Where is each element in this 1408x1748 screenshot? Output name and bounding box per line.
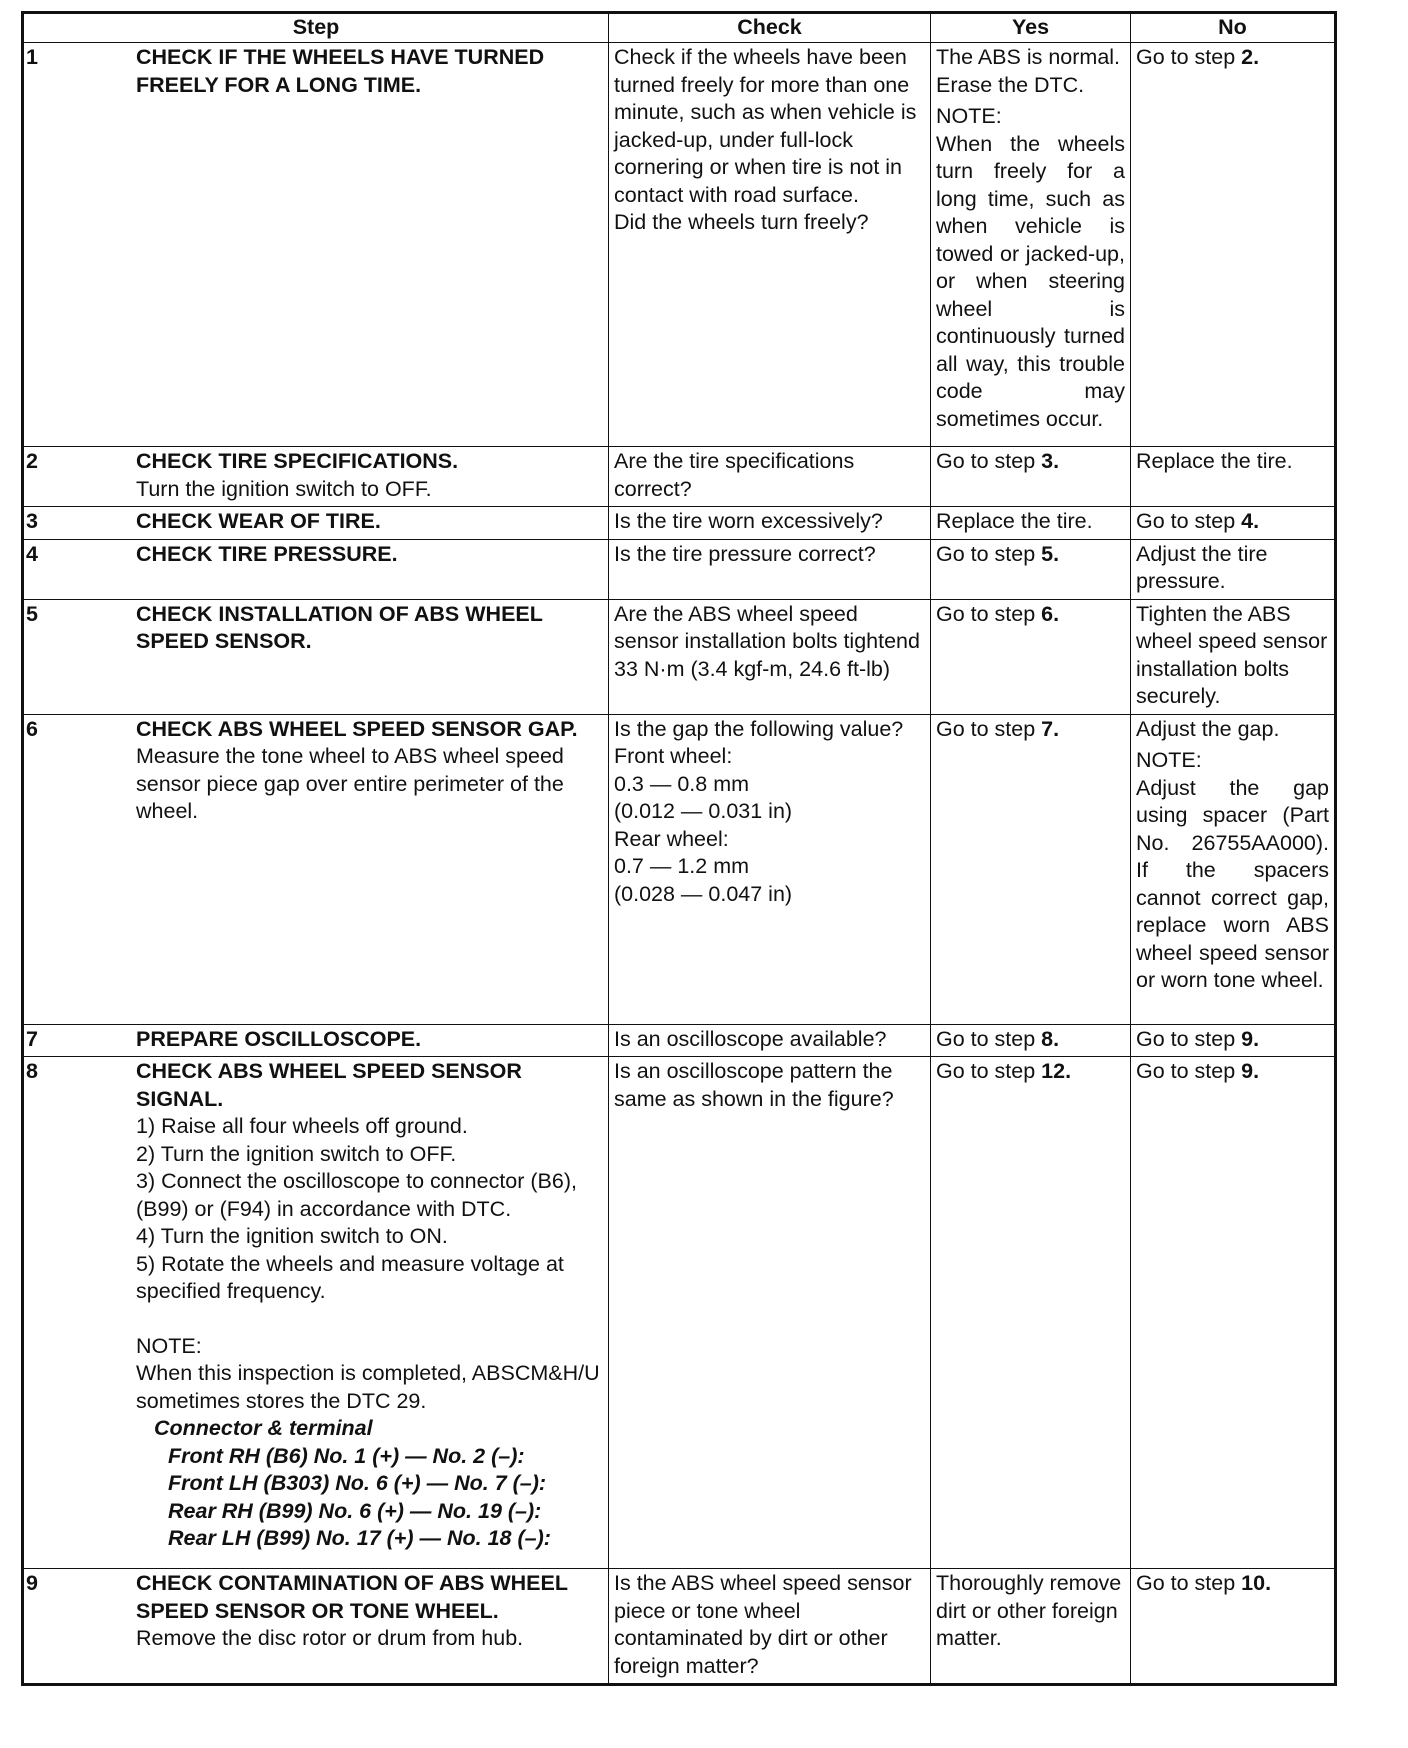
check-line: Is the gap the following value?: [614, 716, 904, 741]
step-description: Measure the tone wheel to ABS wheel speed sensor piece gap over entire perimeter of the wheel.: [136, 744, 564, 823]
check-text: Is an oscilloscope pattern the same as shown in the figure?: [614, 1059, 894, 1111]
check-cell: [609, 1024, 931, 1057]
check-line: (0.012 — 0.031 in): [614, 799, 793, 823]
check-text: Is an oscilloscope available?: [614, 1026, 887, 1051]
yes-cell: [931, 599, 1131, 714]
no-text: Go to step: [1136, 1571, 1242, 1595]
procedure-step: 2) Turn the ignition switch to OFF.: [136, 1141, 457, 1166]
yes-cell: [931, 539, 1131, 599]
step-title: CHECK INSTALLATION OF ABS WHEEL SPEED SENSOR.: [136, 601, 543, 653]
no-text: Replace the tire.: [1136, 449, 1293, 473]
step-cell: [23, 1569, 609, 1685]
table-row: [23, 539, 1336, 599]
yes-cell: [931, 507, 1131, 540]
step-cell: [23, 1057, 609, 1569]
no-step-ref: 4.: [1241, 509, 1260, 533]
no-step-ref: 9.: [1241, 1059, 1260, 1083]
step-title: CHECK TIRE SPECIFICATIONS.: [136, 449, 459, 473]
yes-text: Go to step: [936, 1026, 1042, 1051]
procedure-step: 4) Turn the ignition switch to ON.: [136, 1224, 448, 1248]
yes-cell: [931, 43, 1131, 447]
no-text: Go to step: [1136, 509, 1242, 533]
table-row: [23, 599, 1336, 714]
step-cell: [23, 1024, 609, 1057]
header-no: No: [1131, 13, 1336, 43]
yes-text: Go to step: [936, 716, 1042, 741]
no-text: Adjust the gap.: [1136, 716, 1280, 741]
no-cell: [1131, 1057, 1336, 1569]
check-question: Did the wheels turn freely?: [614, 210, 869, 234]
step-number: 4: [26, 541, 38, 566]
check-text: Is the tire worn excessively?: [614, 509, 883, 533]
yes-cell: [931, 1569, 1131, 1685]
no-text: Go to step: [1136, 1059, 1242, 1083]
connector-terminal-line: Front RH (B6) No. 1 (+) — No. 2 (–):: [168, 1443, 525, 1468]
yes-cell: [931, 1057, 1131, 1569]
step-description: Turn the ignition switch to OFF.: [136, 476, 432, 501]
note-label: NOTE:: [136, 1333, 202, 1358]
yes-step-ref: 6.: [1041, 601, 1060, 626]
header-yes: Yes: [931, 13, 1131, 43]
header-step: Step: [23, 13, 609, 43]
no-step-ref: 2.: [1241, 45, 1260, 69]
yes-step-ref: 12.: [1041, 1059, 1072, 1083]
yes-text: Replace the tire.: [936, 509, 1093, 533]
yes-step-ref: 8.: [1041, 1026, 1060, 1051]
check-line: (0.028 — 0.047 in): [614, 881, 793, 906]
yes-text: Thoroughly remove dirt or other foreign matter.: [936, 1571, 1122, 1650]
check-cell: [609, 1569, 931, 1685]
connector-terminal-line: Front LH (B303) No. 6 (+) — No. 7 (–):: [168, 1471, 547, 1495]
note-label: NOTE:: [936, 104, 1002, 128]
check-cell: [609, 714, 931, 1024]
step-number: 6: [26, 716, 38, 741]
table-row: [23, 1569, 1336, 1685]
check-text: Is the ABS wheel speed sensor piece or tone wheel contaminated by dirt or other foreign matter?: [614, 1571, 912, 1678]
step-number: 9: [26, 1571, 38, 1595]
no-cell: [1131, 1569, 1336, 1685]
step-title: CHECK TIRE PRESSURE.: [136, 541, 398, 566]
check-text: Are the tire specifications correct?: [614, 449, 855, 501]
step-number: 2: [26, 449, 38, 473]
spacer: [136, 1306, 603, 1333]
no-cell: [1131, 43, 1336, 447]
step-number: 7: [26, 1026, 38, 1051]
no-text: Go to step: [1136, 45, 1242, 69]
table-row: [23, 714, 1336, 1024]
step-title: CHECK ABS WHEEL SPEED SENSOR GAP.: [136, 716, 578, 741]
step-title: CHECK ABS WHEEL SPEED SENSOR SIGNAL.: [136, 1059, 522, 1111]
table-row: [23, 507, 1336, 540]
step-number: 3: [26, 509, 38, 533]
procedure-step: 1) Raise all four wheels off ground.: [136, 1114, 468, 1138]
header-check: Check: [609, 13, 931, 43]
table-row: [23, 1024, 1336, 1057]
check-line: 0.7 — 1.2 mm: [614, 854, 750, 878]
check-line: 0.3 — 0.8 mm: [614, 771, 750, 796]
connector-terminal-line: Rear RH (B99) No. 6 (+) — No. 19 (–):: [168, 1498, 542, 1523]
step-cell: [23, 43, 609, 447]
no-cell: [1131, 507, 1336, 540]
no-cell: [1131, 539, 1336, 599]
step-cell: [23, 599, 609, 714]
check-cell: [609, 43, 931, 447]
yes-text: Go to step: [936, 601, 1042, 626]
yes-text: Go to step: [936, 449, 1042, 473]
table-row: [23, 43, 1336, 447]
header-row: [23, 13, 1336, 43]
note-text: Adjust the gap using spacer (Part No. 26755AA000). If the spacers cannot correct gap, replace worn ABS wheel speed sensor or worn tone wheel.: [1136, 775, 1329, 992]
step-cell: [23, 539, 609, 599]
step-title: CHECK WEAR OF TIRE.: [136, 509, 381, 533]
note-text: When this inspection is completed, ABSCM&H/U sometimes stores the DTC 29.: [136, 1361, 600, 1413]
step-cell: [23, 714, 609, 1024]
check-cell: [609, 539, 931, 599]
connector-terminal-title: Connector & terminal: [154, 1416, 373, 1440]
no-cell: [1131, 599, 1336, 714]
no-cell: [1131, 447, 1336, 507]
table-row: [23, 447, 1336, 507]
check-line: Rear wheel:: [614, 826, 729, 851]
yes-text: Go to step: [936, 541, 1042, 566]
step-description: Remove the disc rotor or drum from hub.: [136, 1626, 524, 1650]
note-label: NOTE:: [1136, 748, 1202, 772]
yes-cell: [931, 1024, 1131, 1057]
check-cell: [609, 447, 931, 507]
yes-step-ref: 7.: [1041, 716, 1060, 741]
no-step-ref: 10.: [1241, 1571, 1272, 1595]
no-cell: [1131, 714, 1336, 1024]
table-row: [23, 1057, 1336, 1569]
step-number: 5: [26, 601, 38, 626]
check-text: Is the tire pressure correct?: [614, 541, 876, 566]
step-number: 8: [26, 1059, 38, 1083]
yes-cell: [931, 447, 1131, 507]
no-text: Adjust the tire pressure.: [1136, 541, 1268, 593]
check-cell: [609, 599, 931, 714]
step-title: CHECK CONTAMINATION OF ABS WHEEL SPEED SENSOR OR TONE WHEEL.: [136, 1571, 568, 1623]
check-cell: [609, 1057, 931, 1569]
yes-text: The ABS is normal. Erase the DTC.: [936, 45, 1121, 97]
step-cell: [23, 447, 609, 507]
diagnostic-procedure-table-container: [21, 11, 1334, 1686]
no-step-ref: 9.: [1241, 1026, 1260, 1051]
check-line: Front wheel:: [614, 744, 733, 768]
step-number: 1: [26, 45, 38, 69]
note-text: When the wheels turn freely for a long time, such as when vehicle is towed or jacked-up, or when steering wheel is continuously turned all way, this trouble code may sometimes occur.: [936, 131, 1125, 431]
no-cell: [1131, 1024, 1336, 1057]
no-text: Go to step: [1136, 1026, 1242, 1051]
check-cell: [609, 507, 931, 540]
step-title: CHECK IF THE WHEELS HAVE TURNED FREELY FOR A LONG TIME.: [136, 45, 545, 97]
procedure-step: 5) Rotate the wheels and measure voltage at specified frequency.: [136, 1251, 564, 1303]
connector-terminal-line: Rear LH (B99) No. 17 (+) — No. 18 (–):: [168, 1526, 551, 1550]
procedure-step: 3) Connect the oscilloscope to connector (B6), (B99) or (F94) in accordance with DTC.: [136, 1169, 577, 1221]
yes-step-ref: 5.: [1041, 541, 1060, 566]
check-text: Check if the wheels have been turned freely for more than one minute, such as when vehicle is jacked-up, under full-lock cornering or when tire is not in contact with road surface.: [614, 45, 917, 207]
step-title: PREPARE OSCILLOSCOPE.: [136, 1026, 422, 1051]
diagnostic-procedure-table: [21, 11, 1337, 1686]
step-cell: [23, 507, 609, 540]
yes-cell: [931, 714, 1131, 1024]
yes-text: Go to step: [936, 1059, 1042, 1083]
check-text: Are the ABS wheel speed sensor installation bolts tightend 33 N·m (3.4 kgf-m, 24.6 ft-lb): [614, 601, 920, 681]
no-text: Tighten the ABS wheel speed sensor installation bolts securely.: [1136, 601, 1328, 708]
yes-step-ref: 3.: [1041, 449, 1060, 473]
